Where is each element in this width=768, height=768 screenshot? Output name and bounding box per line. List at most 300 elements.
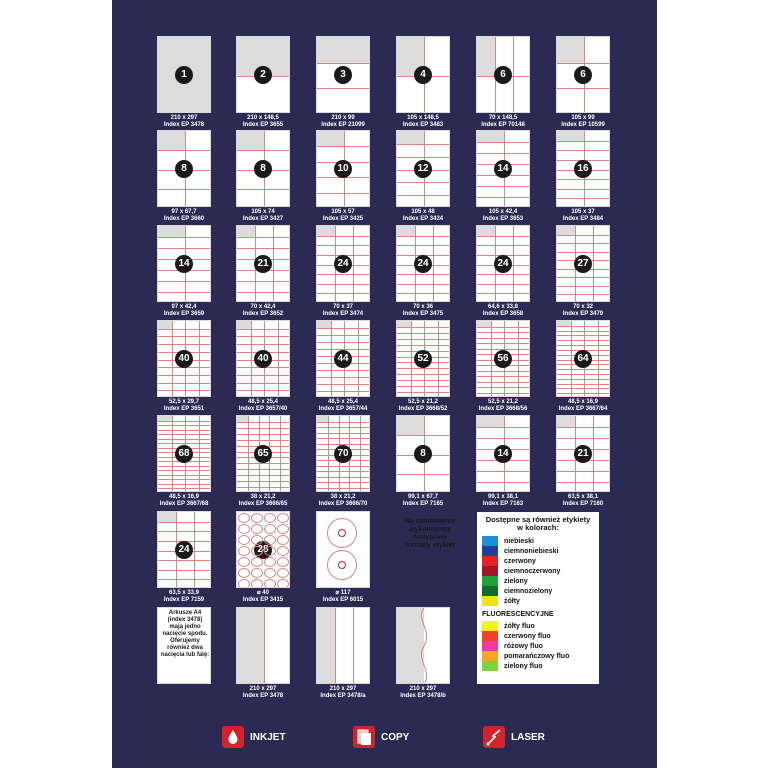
grid-line [477,438,529,439]
grid-line [397,182,449,183]
label-sheet [236,36,290,113]
grid-line [397,339,449,340]
grid-line [477,387,529,388]
color-label: zielony fluo [504,662,543,670]
legend-laser [483,725,545,749]
grid-line [158,475,210,476]
sheet-index: Index EP 3478 [242,693,284,699]
sheet-size: 210 x 297 [249,686,277,692]
grid-line [237,390,289,391]
sheet-index: Index EP 6015 [322,597,364,603]
first-label-highlight [158,226,185,237]
grid-line [317,236,369,237]
copy-pages-icon [353,726,375,748]
sheet-caption [303,209,383,223]
grid-line [158,281,210,282]
sheet-size: 105 x 48 [411,209,435,215]
round-label [251,579,263,588]
round-label [238,579,250,588]
grid-line [158,329,210,330]
sheet-caption [543,494,623,508]
round-label [264,579,276,588]
sheet-caption [383,209,463,223]
grid-line [199,321,200,396]
sheet-index: Index EP 3415 [242,597,284,603]
grid-line [571,321,572,396]
label-sheet [157,36,211,113]
color-swatch [482,641,498,651]
grid-line [557,150,609,151]
sheet-size: 97 x 67,7 [171,209,197,215]
color-row [482,556,594,566]
sheet-caption [463,304,543,318]
sheet-size: 48,5 x 16,9 [168,494,200,500]
round-label [264,524,276,534]
sheet-size: 52,5 x 29,7 [168,399,200,405]
color-swatch [482,556,498,566]
label-sheet [396,320,450,397]
color-options-box [477,512,599,684]
grid-line [557,294,609,295]
grid-line [237,329,289,330]
grid-line [397,284,449,285]
sheet-caption [463,115,543,129]
sheet-index: Index EP 3667/64 [558,406,608,412]
sheet-caption [463,399,543,413]
round-label [277,557,289,567]
legend-laser-label: LASER [511,731,545,743]
sheet-caption [543,115,623,129]
round-label [238,557,250,567]
sheet-size: 38 x 21,2 [250,494,276,500]
sheet-size: 52,5 x 21,2 [487,399,519,405]
sheet-caption [223,304,303,318]
sheet-index: Index EP 3484 [562,216,604,222]
sheet-caption [144,209,224,223]
color-row [482,546,594,556]
color-swatch [482,631,498,641]
label-sheet [396,415,450,492]
grid-line [557,379,609,380]
grid-line [237,150,289,151]
grid-line [557,189,609,190]
round-label [264,568,276,578]
color-label: niebieski [504,537,534,545]
first-label-highlight [237,131,264,150]
fluo-color-list [482,621,594,671]
grid-line [397,293,449,294]
grid-line [317,391,369,392]
grid-line [278,321,279,396]
grid-line [477,382,529,383]
color-row [482,641,594,651]
grid-line [237,344,289,345]
round-label [238,513,250,523]
grid-line [557,369,609,370]
grid-line [397,144,449,145]
grid-line [317,88,369,89]
sheet-caption [543,399,623,413]
sheet-index: Index EP 3667/68 [159,501,209,507]
label-sheet [316,511,370,588]
sheet-caption [463,494,543,508]
color-label: zielony [504,577,528,585]
sheet-index: Index EP 10599 [561,122,605,128]
grid-line [237,434,289,435]
first-label-highlight [237,226,255,237]
grid-line [557,88,609,89]
first-label-highlight [158,131,185,150]
color-swatch [482,576,498,586]
sheet-size: 210 x 297 [170,115,198,121]
label-count-badge: 21 [254,255,272,273]
sheet-size: ⌀ 40 [257,590,269,596]
grid-line [557,374,609,375]
round-label [238,568,250,578]
label-sheet [236,320,290,397]
label-count-badge: 24 [494,255,512,273]
first-label-highlight [477,37,495,76]
grid-line [317,335,369,336]
grid-line [557,427,609,428]
grid-line [557,63,609,64]
label-sheet [556,415,610,492]
grid-line [317,370,369,371]
grid-line [158,375,210,376]
grid-line [158,237,210,238]
color-swatch [482,621,498,631]
sheet-size: 48,5 x 16,9 [567,399,599,405]
sheet-caption [543,209,623,223]
label-count-badge: 12 [414,160,432,178]
sheet-index: Index EP 3658 [482,311,524,317]
grid-line [397,435,449,436]
label-sheet [157,225,211,302]
grid-line [158,522,210,523]
grid-line [477,153,529,154]
grid-line [397,245,449,246]
grid-line [158,248,210,249]
label-sheet [236,130,290,207]
sheet-index: Index EP 3668/52 [398,406,448,412]
sheet-size: 70 x 36 [412,304,434,310]
label-count-badge: 6 [494,66,512,84]
grid-line [317,245,369,246]
sheet-caption [144,304,224,318]
sheet-index: Index EP 3666/65 [238,501,288,507]
sheet-size: 63,5 x 33,9 [168,590,200,596]
first-label-highlight [557,37,584,63]
round-label [277,535,289,545]
round-label [251,535,263,545]
grid-line [397,195,449,196]
label-count-badge: 56 [494,350,512,368]
label-count-badge: 14 [175,255,193,273]
sheet-index: Index EP 3666/70 [318,501,368,507]
sheet-size: 105 x 74 [251,209,275,215]
grid-line [557,235,609,236]
grid-line [158,430,210,431]
grid-line [158,439,210,440]
color-row [482,536,594,546]
grid-line [598,321,599,396]
grid-line [237,440,289,441]
label-count-badge: 8 [254,160,272,178]
label-sheet [157,415,211,492]
grid-line [557,277,609,278]
round-label [238,546,250,556]
first-label-highlight [557,416,575,427]
grid-line [158,434,210,435]
grid-line [353,608,354,683]
sheet-size: 64,6 x 33,8 [487,304,519,310]
grid-line [158,425,210,426]
sheet-index: Index EP 7160 [562,501,604,507]
grid-line [557,384,609,385]
grid-line [158,470,210,471]
label-count-badge: 40 [175,350,193,368]
grid-line [477,376,529,377]
grid-line [172,321,173,396]
grid-line [158,488,210,489]
grid-line [317,422,369,423]
sheet-size: ⌀ 117 [335,590,351,596]
cut-note-card [157,607,211,684]
grid-line [477,427,529,428]
sheet-size: 210 x 148,5 [247,115,279,121]
grid-line [397,474,449,475]
legend-inkjet [222,725,286,749]
color-label: żółty [504,597,520,605]
grid-line [158,531,210,532]
grid-line [317,342,369,343]
grid-line [237,336,289,337]
first-label-highlight [237,321,251,329]
grid-line [251,321,252,396]
round-label [277,513,289,523]
color-row [482,631,594,641]
round-label [264,557,276,567]
grid-line [317,63,369,64]
label-count-badge: 70 [334,445,352,463]
color-swatch [482,661,498,671]
color-swatch [482,536,498,546]
sheet-size: 105 x 57 [331,209,355,215]
grid-line [557,335,609,336]
label-sheet [236,415,290,492]
sheet-size: 48,5 x 25,4 [327,399,359,405]
label-sheet [396,607,450,684]
round-label [251,524,263,534]
label-count-badge: 16 [574,160,592,178]
sheet-caption [303,399,383,413]
first-label-highlight [557,226,575,235]
round-label [238,524,250,534]
color-swatch [482,586,498,596]
sheet-size: 63,5 x 38,1 [567,494,599,500]
label-sheet [396,36,450,113]
label-count-badge: 6 [574,66,592,84]
sheet-size: 70 x 148,5 [488,115,518,121]
sheet-size: 105 x 37 [571,209,595,215]
grid-line [158,383,210,384]
color-row [482,586,594,596]
grid-line [158,421,210,422]
grid-line [557,141,609,142]
sheet-caption [144,494,224,508]
grid-line [397,345,449,346]
grid-line [158,466,210,467]
sheet-caption [383,304,463,318]
sheet-size: 97 x 42,4 [171,304,197,310]
round-label [238,535,250,545]
color-row [482,566,594,576]
sheet-caption [463,209,543,223]
sheet-caption [303,686,383,700]
fluo-title: FLUORESCENCYJNE [482,611,554,618]
sheet-size: 210 x 297 [409,686,437,692]
grid-line [158,570,210,571]
label-sheet [476,320,530,397]
label-sheet [396,225,450,302]
sheet-caption [303,304,383,318]
grid-line [158,336,210,337]
grid-line [557,471,609,472]
grid-line [513,226,514,301]
color-swatch [482,566,498,576]
sheet-caption [223,590,303,604]
label-sheet [236,225,290,302]
label-sheet [556,320,610,397]
sheet-index: Index EP 3659 [163,311,205,317]
grid-line [158,484,210,485]
first-label-highlight [477,131,504,142]
sheet-index: Index EP 3655 [242,122,284,128]
grid-line [317,427,369,428]
grid-line [317,377,369,378]
grid-line [477,274,529,275]
grid-line [477,236,529,237]
grid-line [397,157,449,158]
sheet-caption [144,399,224,413]
first-label-highlight [477,416,504,427]
laser-bolt-icon [483,726,505,748]
color-swatch [482,596,498,606]
sheet-caption [383,686,463,700]
sheet-index: Index EP 3668/56 [478,406,528,412]
sheet-index: Index EP 3657/40 [238,406,288,412]
label-count-badge: 14 [494,445,512,463]
grid-line [194,512,195,587]
grid-line [317,284,369,285]
label-count-badge: 65 [254,445,272,463]
color-swatch [482,651,498,661]
grid-line [335,608,336,683]
grid-line [237,292,289,293]
label-count-badge: 14 [494,160,512,178]
sheet-index: Index EP 3424 [402,216,444,222]
grid-line [433,226,434,301]
first-label-highlight [397,131,424,144]
color-row [482,651,594,661]
label-sheet [556,36,610,113]
grid-line [317,438,369,439]
grid-line [158,344,210,345]
first-label-highlight [237,608,264,684]
sheet-caption [223,115,303,129]
sheet-index: Index EP 21099 [321,122,365,128]
label-sheet [476,415,530,492]
label-count-badge: 68 [175,445,193,463]
grid-line [237,469,289,470]
grid-line [237,475,289,476]
sheet-index: Index EP 3425 [322,216,364,222]
sheet-index: Index EP 3478 [163,122,205,128]
grid-line [158,579,210,580]
first-label-highlight [317,321,331,328]
label-sheet [316,320,370,397]
round-label [264,546,276,556]
label-sheet [157,511,211,588]
grid-line [158,150,210,151]
sheet-size: 99,1 x 67,7 [407,494,439,500]
grid-line [477,332,529,333]
sheet-size: 105 x 42,4 [488,209,518,215]
grid-line [477,245,529,246]
grid-line [557,243,609,244]
sheet-index: Index EP 3651 [163,406,205,412]
colors-title: Dostępne są również etykiety w kolorach: [485,515,591,532]
cd-label [327,550,357,580]
grid-line [237,189,289,190]
grid-line [557,438,609,439]
grid-line [237,463,289,464]
color-label: pomarańczowy fluo [504,652,570,660]
grid-line [317,146,369,147]
grid-line [557,340,609,341]
label-sheet [396,130,450,207]
wave-path [421,608,426,684]
sheet-index: Index EP 3475 [402,311,444,317]
grid-line [477,471,529,472]
label-count-badge: 24 [334,255,352,273]
grid-line [158,390,210,391]
grid-line [237,383,289,384]
legend-copy-label: COPY [381,731,410,743]
sheet-caption [543,304,623,318]
grid-line [237,487,289,488]
grid-line [557,252,609,253]
sheet-size: 99,1 x 38,1 [487,494,519,500]
sheet-caption [144,115,224,129]
label-sheet [316,130,370,207]
first-label-highlight [397,226,415,236]
grid-line [317,466,369,467]
grid-line [477,371,529,372]
grid-line [397,368,449,369]
grid-line [557,198,609,199]
round-label [251,546,263,556]
grid-line [477,186,529,187]
grid-line [477,327,529,328]
grid-line [397,236,449,237]
label-count-badge: 2 [254,66,272,84]
color-row [482,661,594,671]
grid-line [513,37,514,112]
sheet-caption [223,686,303,700]
sheet-caption [383,115,463,129]
grid-line [317,293,369,294]
